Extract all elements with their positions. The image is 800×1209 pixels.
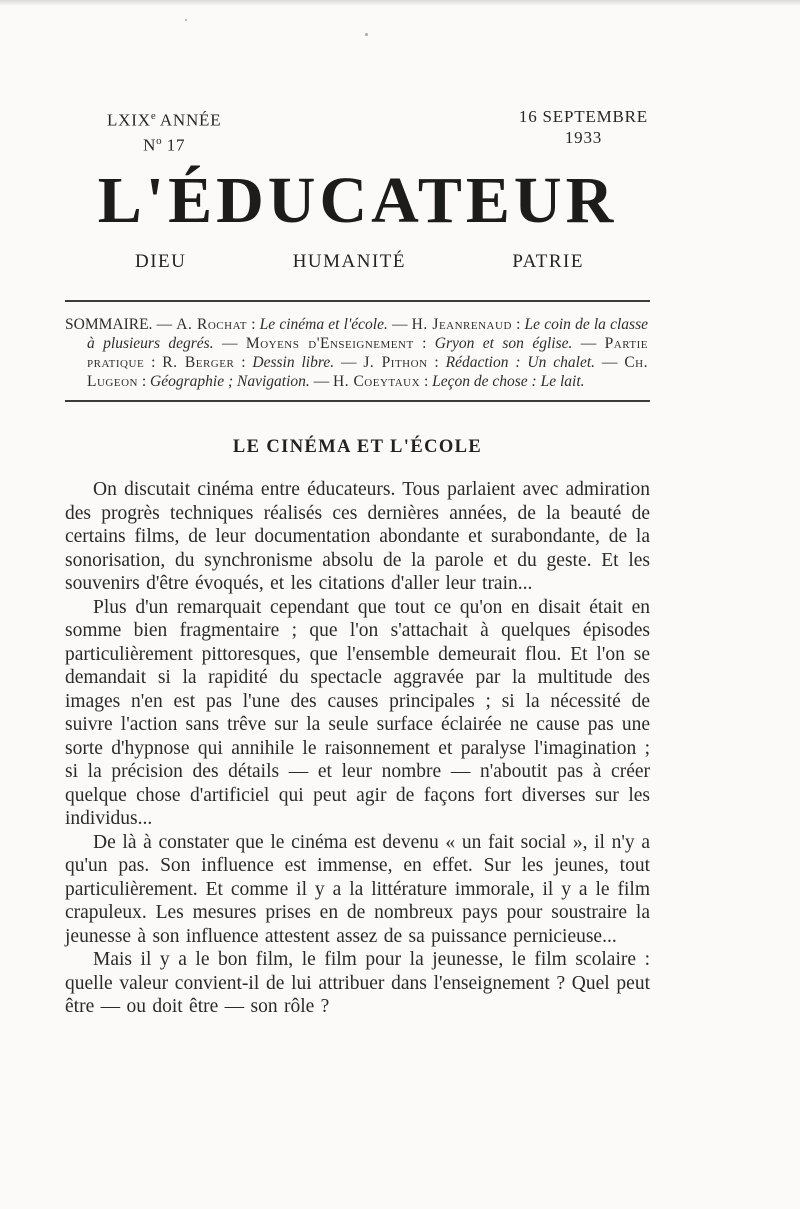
publication-title: L'ÉDUCATEUR: [97, 164, 618, 238]
publication-date: [519, 106, 648, 155]
divider-rule-bottom: [65, 400, 650, 402]
article-paragraph-3: De là à constater que le cinéma est devenu « un fait social », il n'y a qu'un pas. Son influence est immense, en effet. Sur les jeunes, tout particulièrement. Et comme il y a la littérature immorale, il y a le film crapuleux. Les mesures prises en de nombreux pays pour soustraire la jeunesse à son influence attestent assez de sa puissance pernicieuse...: [65, 831, 650, 947]
motto-humanite: HUMANITÉ: [292, 251, 407, 273]
date-line-2: 1933: [564, 128, 603, 147]
article-paragraph-4: Mais il y a le bon film, le film pour la jeunesse, le film scolaire : quelle valeur convient-il de lui attribuer dans l'enseignement ? Quel peut être — ou doit être — son rôle ?: [65, 949, 650, 1018]
table-of-contents: SOMMAIRE. — A. Rochat : Le cinéma et l'école. — H. Jeanrenaud : Le coin de la classe à plusieurs degrés. — Moyens d'Enseignement : Gryon et son église. — Partie pratique : R. Berger : Dessin libre. — J. Pithon : Rédaction : Un chalet. — Ch. Lugeon : Géographie ; Navigation. — H. Coeytaux : Leçon de chose : Le lait.: [65, 316, 649, 391]
issue-suffix: 17: [161, 135, 186, 155]
volume-prefix: LXIX: [107, 110, 151, 130]
article-paragraph-2: Plus d'un remarquait cependant que tout ce qu'on en disait était en somme bien fragmentaire ; que l'on s'attachait à quelques épisodes particulièrement pittoresques, que l'ensemble demeurait flou. Et l'on se demandait si la rapidité du spectacle aggravée par la multitude des images n'en est pas l'une des causes principales ; si la nécessité de suivre l'action sans trêve sur la seule surface éclairée ne cause pas une sorte d'hypnose qui annihile le raisonnement et paralyse l'imagination ; si la précision des détails — et leur nombre — n'aboutit pas à créer quelque chose d'artificiel qui peut agir de façons fort diverses sur les individus...: [65, 596, 650, 830]
motto: [135, 250, 584, 274]
motto-patrie: PATRIE: [512, 251, 584, 273]
issue-line: [107, 131, 221, 156]
issue-prefix: N: [143, 135, 157, 155]
volume-line: [107, 106, 221, 131]
divider-rule-top: [65, 300, 650, 302]
edition-info: [107, 106, 221, 155]
motto-dieu: DIEU: [135, 251, 187, 273]
page-content: [65, 0, 650, 1019]
article-body: [65, 478, 650, 1019]
volume-suffix: ANNÉE: [155, 110, 222, 130]
article-paragraph-1: On discutait cinéma entre éducateurs. Tous parlaient avec admiration des progrès techniques réalisés ces dernières années, de la beauté de certains films, de leur documentation abondante et surabondante, de la sonorisation, du synchronisme absolu de la parole et du geste. Et les souvenirs d'être évoqués, et les citations d'aller leur train...: [65, 479, 650, 595]
masthead: [65, 106, 650, 155]
issue-superscript: o: [156, 134, 162, 147]
article-title: LE CINÉMA ET L'ÉCOLE: [232, 437, 483, 458]
volume-superscript: e: [150, 110, 156, 122]
date-line-1: 16 SEPTEMBRE: [518, 107, 648, 126]
